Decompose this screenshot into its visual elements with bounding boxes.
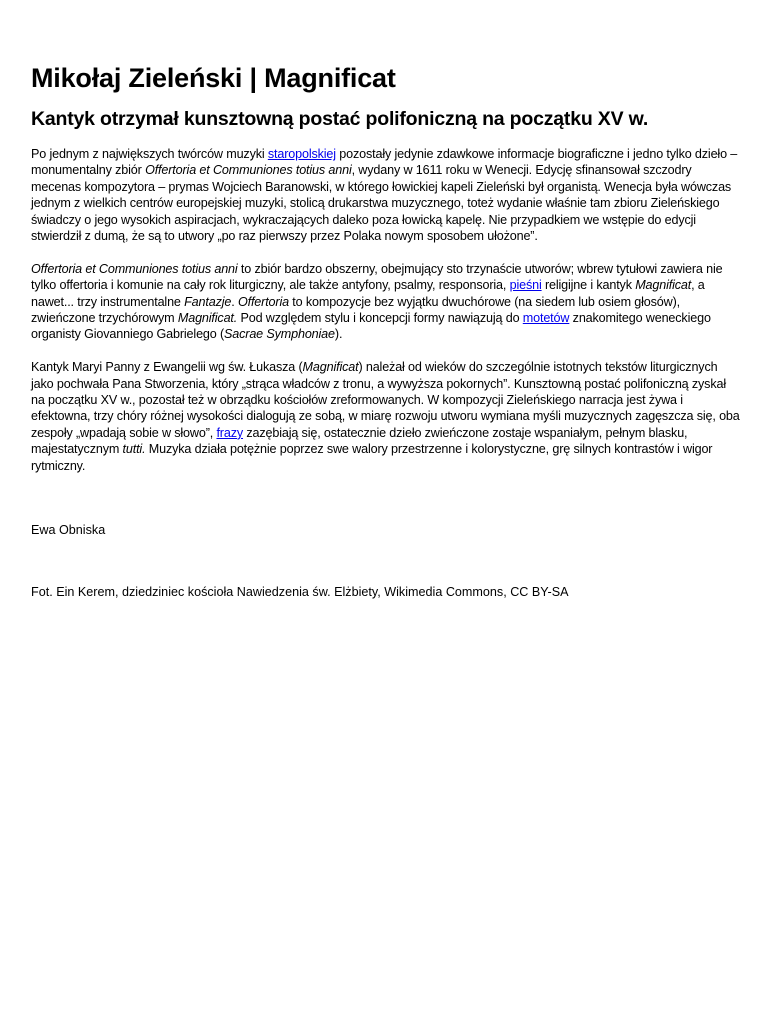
text-run: Kantyk Maryi Panny z Ewangelii wg św. Łukasza ( xyxy=(31,360,303,375)
inline-link[interactable]: frazy xyxy=(216,425,243,440)
author-name: Ewa Obniska xyxy=(31,523,106,537)
italic-text: Magnificat xyxy=(635,278,692,293)
text-run: , a nawet... trzy instrumentalne xyxy=(31,278,705,309)
photo-credit: Fot. Ein Kerem, dziedziniec kościoła Nawiedzenia św. Elżbiety, Wikimedia Commons, CC BY-SA xyxy=(31,585,569,599)
text-run: , wydany w 1611 roku w Wenecji. Edycję sfinansował szczodry mecenas kompozytora – prymas Wojciech Baranowski, w którego łowickiej kapeli Zieleński był organistą. Wenecja była wówczas jednym z wielkich centrów europejskiej muzyki, stolicą drukarstwa muzycznego, toteż wydanie właśnie tam zbioru Zieleńskiego świadczy o jego wysokich aspiracjach, wykraczających daleko poza łowicką kapelę. Nie przypadkiem we wstępie do edycji stwierdził z dumą, że są to utwory „po raz pierwszy przez Polaka nowym sposobem ułożone”. xyxy=(31,163,732,244)
paragraph-collection xyxy=(31,261,741,343)
italic-text: Sacrae Symphoniae xyxy=(224,327,335,342)
text-run: Pod względem stylu i koncepcji formy nawiązują do xyxy=(237,311,523,326)
text-run: ) należał od wieków do szczególnie istotnych tekstów liturgicznych jako pochwała Pana Stworzenia, który „strąca władców z tronu, a wywyższa pokornych”. Kunsztowną postać polifoniczną zyskał na początku XV w., pozostał też w obrządku kościołów zreformowanych. W kompozycji Zieleńskiego narracja jest żywa i efektowna, trzy chóry różnej wysokości dialogują ze sobą, w miarę rozwoju utworu wymiana myśli muzycznych zagęszcza się, oba zespoły „wpadają sobie w słowo”, xyxy=(31,360,740,440)
text-run: Muzyka działa potężnie poprzez swe walory przestrzenne i kolorystyczne, grę silnych kontrastów i wigor rytmiczny. xyxy=(31,442,713,473)
inline-link[interactable]: pieśni xyxy=(509,278,542,293)
text-run: religijne i kantyk xyxy=(541,278,636,293)
text-run: to kompozycje bez wyjątku dwuchórowe (na siedem lub osiem głosów), zwieńczone trzychórowym xyxy=(31,294,680,326)
inline-link[interactable]: motetów xyxy=(522,311,570,326)
text-run: znakomitego weneckiego organisty Giovanniego Gabrielego ( xyxy=(31,311,711,342)
paragraph-intro xyxy=(31,146,741,244)
text-run: pozostały jedynie zdawkowe informacje biograficzne i jedno tylko dzieło – monumentalny zbiór xyxy=(31,147,738,178)
italic-text: Magnificat. xyxy=(177,311,238,326)
italic-text: Fantazje xyxy=(184,294,232,309)
text-run: Po jednym z największych twórców muzyki xyxy=(31,147,268,161)
italic-text: Offertoria et Communiones totius anni xyxy=(145,163,352,178)
italic-text: Magnificat xyxy=(302,360,359,375)
italic-text: Offertoria et Communiones totius anni xyxy=(31,261,238,276)
page-subtitle: Kantyk otrzymał kunsztowną postać polifoniczną na początku XV w. xyxy=(31,108,649,130)
italic-text: tutti. xyxy=(122,442,146,457)
document-page xyxy=(31,60,741,599)
italic-text: Offertoria xyxy=(237,294,289,309)
text-run: ). xyxy=(334,327,343,342)
text-run: . xyxy=(231,294,238,309)
paragraph-magnificat xyxy=(31,359,741,474)
inline-link[interactable]: staropolskiej xyxy=(267,147,336,161)
text-run: to zbiór bardzo obszerny, obejmujący sto trzynaście utworów; wbrew tytułowi zawiera nie tylko offertoria i komunie na cały rok liturgiczny, ale także antyfony, psalmy, responsoria, xyxy=(31,261,723,293)
page-title: Mikołaj Zieleński | Magnificat xyxy=(31,63,396,93)
text-run: zazębiają się, ostatecznie dzieło zwieńczone zostaje wspaniałym, pełnym blasku, majestatycznym xyxy=(31,425,688,457)
